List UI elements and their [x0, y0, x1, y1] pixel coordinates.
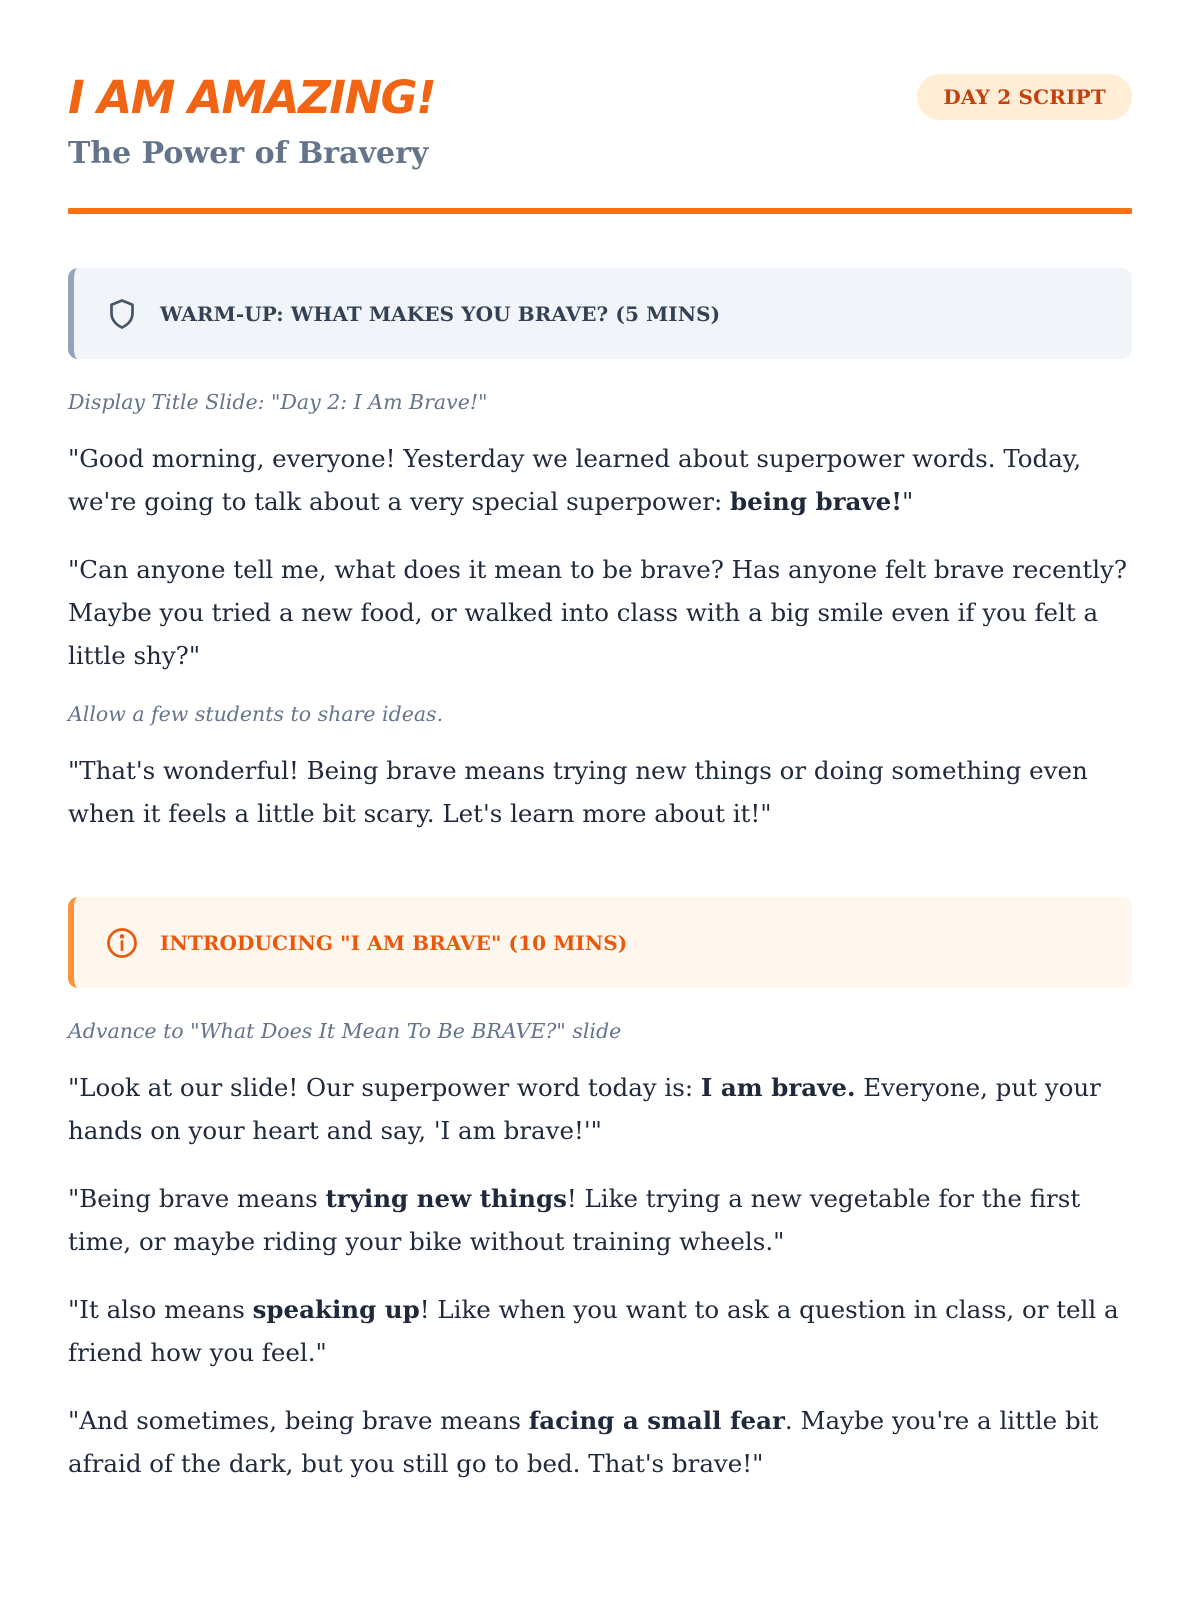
page-title: I AM AMAZING!	[68, 71, 436, 124]
stage-direction: Allow a few students to share ideas.	[68, 702, 444, 726]
page-subtitle: The Power of Bravery	[68, 136, 429, 171]
text-run: "Being brave means	[68, 1184, 326, 1213]
text-run: ! Like trying a new vegetable for the first time, or maybe riding your bike without training wheels."	[68, 1184, 1081, 1256]
script-paragraph	[68, 1288, 1132, 1374]
text-run: Everyone, put your hands on your heart and say, 'I am brave!'"	[68, 1073, 1101, 1145]
stage-direction: Display Title Slide: "Day 2: I Am Brave!"	[68, 390, 488, 414]
emphasis-text: being brave!	[730, 487, 903, 516]
emphasis-text: trying new things	[325, 1184, 567, 1213]
stage-direction: Advance to "What Does It Mean To Be BRAVE?" slide	[68, 1019, 622, 1043]
emphasis-text: speaking up	[252, 1295, 420, 1324]
day-badge: DAY 2 SCRIPT	[917, 74, 1132, 120]
script-paragraph	[68, 1399, 1132, 1485]
shield-icon	[104, 296, 140, 332]
script-paragraph: "That's wonderful! Being brave means trying new things or doing something even when it feels a little bit scary. Let's learn more about it!"	[68, 756, 1088, 828]
section-header-introducing	[68, 897, 1132, 988]
script-paragraph	[68, 1066, 1132, 1152]
section-header-warm-up	[68, 268, 1132, 359]
text-run: "And sometimes, being brave means	[68, 1406, 529, 1435]
section-title: INTRODUCING "I AM BRAVE" (10 MINS)	[160, 930, 628, 955]
script-paragraph: "Can anyone tell me, what does it mean to be brave? Has anyone felt brave recently? Maybe you tried a new food, or walked into class with a big smile even if you felt a little shy?"	[68, 555, 1128, 670]
script-paragraph	[68, 1177, 1132, 1263]
header-divider	[68, 208, 1132, 214]
emphasis-text: facing a small fear	[528, 1406, 785, 1435]
page-header	[68, 70, 1132, 208]
text-run: ! Like when you want to ask a question in class, or tell a friend how you feel."	[68, 1295, 1119, 1367]
text-run: "	[902, 487, 914, 516]
section-title: WARM-UP: WHAT MAKES YOU BRAVE? (5 MINS)	[160, 301, 721, 326]
script-paragraph	[68, 437, 1132, 523]
emphasis-text: I am brave.	[700, 1073, 856, 1102]
text-run: "Look at our slide! Our superpower word today is:	[68, 1073, 701, 1102]
text-run: . Maybe you're a little bit afraid of the dark, but you still go to bed. That's brave!"	[68, 1406, 1099, 1478]
info-icon	[104, 925, 140, 961]
text-run: "Good morning, everyone! Yesterday we learned about superpower words. Today, we're going to talk about a very special superpower:	[68, 444, 1082, 516]
text-run: "It also means	[68, 1295, 253, 1324]
